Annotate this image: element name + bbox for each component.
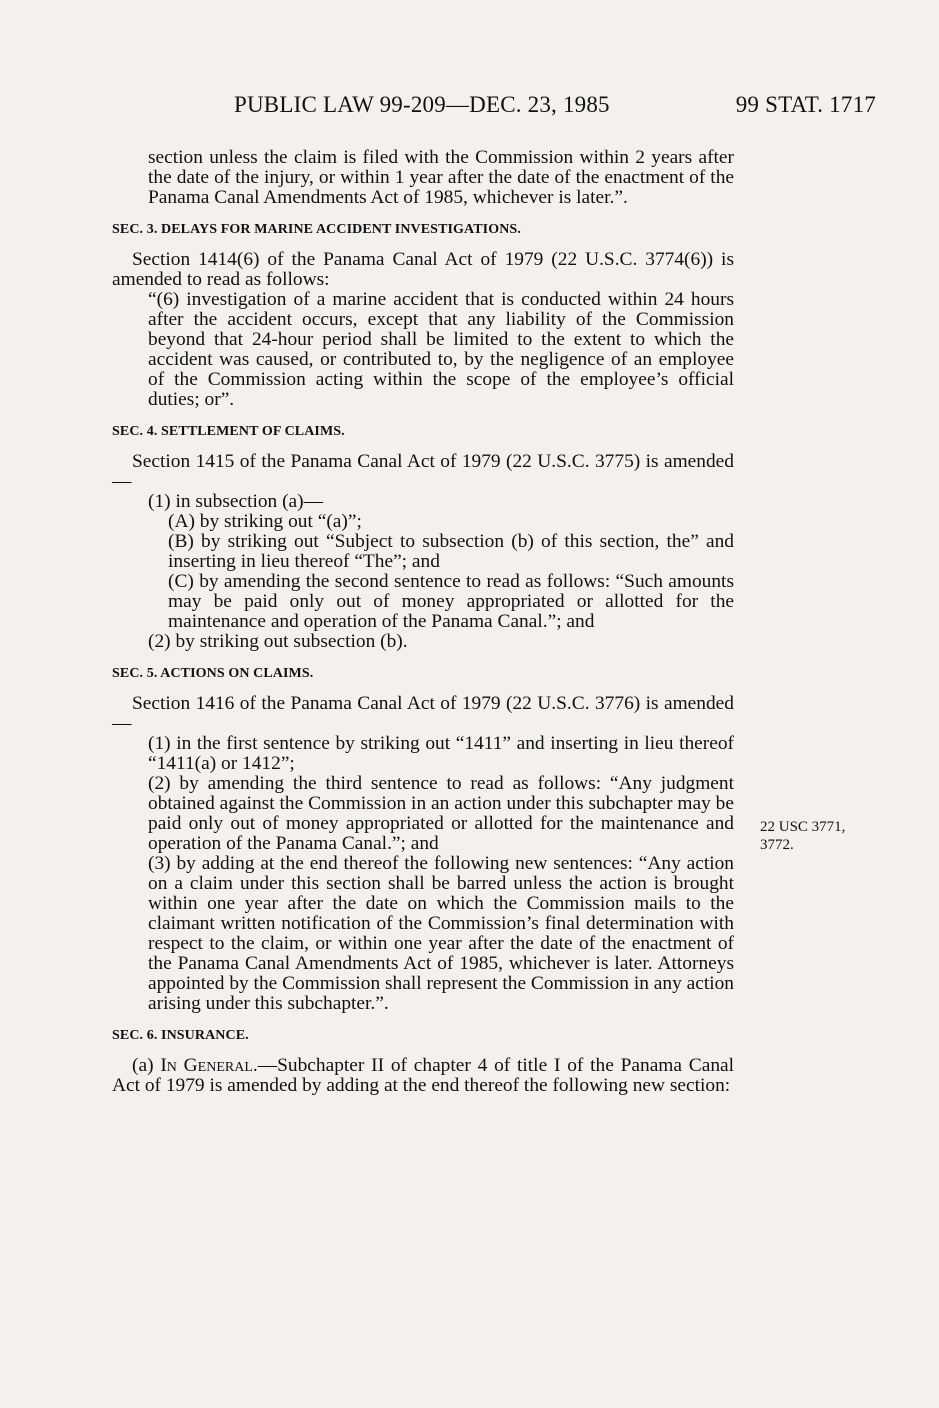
section-5-heading: SEC. 5. ACTIONS ON CLAIMS.: [112, 666, 314, 681]
page-header: [112, 92, 876, 132]
intro-paragraph: section unless the claim is filed with the Commission within 2 years after the date of the injury, or within 1 year after the date of the enactment of the Panama Canal Amendments Act of 1985, whichever is later.”.: [148, 147, 734, 208]
section-5-item-2: (2) by amending the third sentence to read as follows: “Any judgment obtained against the Commission in an action under this subchapter may be paid only out of money appropriated or allotted for the maintenance and operation of the Panama Canal.”; and: [148, 773, 734, 854]
section-6-para-text: .—Subchapter II of chapter 4 of title I of the Panama Canal Act of 1979 is amended by adding at the end thereof the following new section:: [112, 1055, 735, 1096]
section-4-item-2: (2) by striking out subsection (b).: [148, 631, 408, 652]
section-6-paragraph: [112, 1056, 734, 1096]
section-4-item-1a: (A) by striking out “(a)”;: [168, 511, 362, 532]
section-6-subheading: In General: [160, 1055, 253, 1076]
margin-citation-note: 22 USC 3771, 3772.: [760, 819, 846, 853]
section-4-heading: SEC. 4. SETTLEMENT OF CLAIMS.: [112, 424, 345, 439]
section-5-item-1: (1) in the first sentence by striking out “1411” and inserting in lieu thereof “1411(a) or 1412”;: [148, 733, 734, 774]
running-title: PUBLIC LAW 99-209—DEC. 23, 1985: [234, 92, 610, 117]
section-3-quote: “(6) investigation of a marine accident that is conducted within 24 hours after the accident occurs, except that any liability of the Commission beyond that 24-hour period shall be limited to the extent to which the accident was caused, or contributed to, by the negligence of an employee of the Commission acting within the scope of the employee’s official duties; or”.: [148, 289, 734, 410]
section-6-para-label: (a): [132, 1055, 161, 1076]
section-4-item-1b: (B) by striking out “Subject to subsection (b) of this section, the” and inserting in lieu thereof “The”; and: [168, 531, 734, 572]
section-4-item-1c: (C) by amending the second sentence to read as follows: “Such amounts may be paid only out of money appropriated or allotted for the maintenance and operation of the Panama Canal.”; and: [168, 571, 734, 632]
document-body: [112, 148, 734, 1096]
section-3-paragraph: Section 1414(6) of the Panama Canal Act of 1979 (22 U.S.C. 3774(6)) is amended to read as follows:: [112, 249, 734, 290]
section-5-paragraph: Section 1416 of the Panama Canal Act of 1979 (22 U.S.C. 3776) is amended—: [112, 693, 734, 734]
section-4-paragraph: Section 1415 of the Panama Canal Act of 1979 (22 U.S.C. 3775) is amended—: [112, 451, 734, 492]
statute-page-number: 99 STAT. 1717: [735, 92, 876, 117]
section-5-item-3: (3) by adding at the end thereof the following new sentences: “Any action on a claim under this section shall be barred unless the action is brought within one year after the date on which the Commission mails to the claimant written notification of the Commission’s final determination with respect to the claim, or within one year after the date of the enactment of the Panama Canal Amendments Act of 1985, whichever is later. Attorneys appointed by the Commission shall represent the Commission in any action arising under this subchapter.”.: [148, 853, 734, 1014]
section-4-item-1: (1) in subsection (a)—: [148, 491, 324, 512]
section-6-heading: SEC. 6. INSURANCE.: [112, 1028, 249, 1043]
section-3-heading: SEC. 3. DELAYS FOR MARINE ACCIDENT INVESTIGATIONS.: [112, 222, 521, 237]
